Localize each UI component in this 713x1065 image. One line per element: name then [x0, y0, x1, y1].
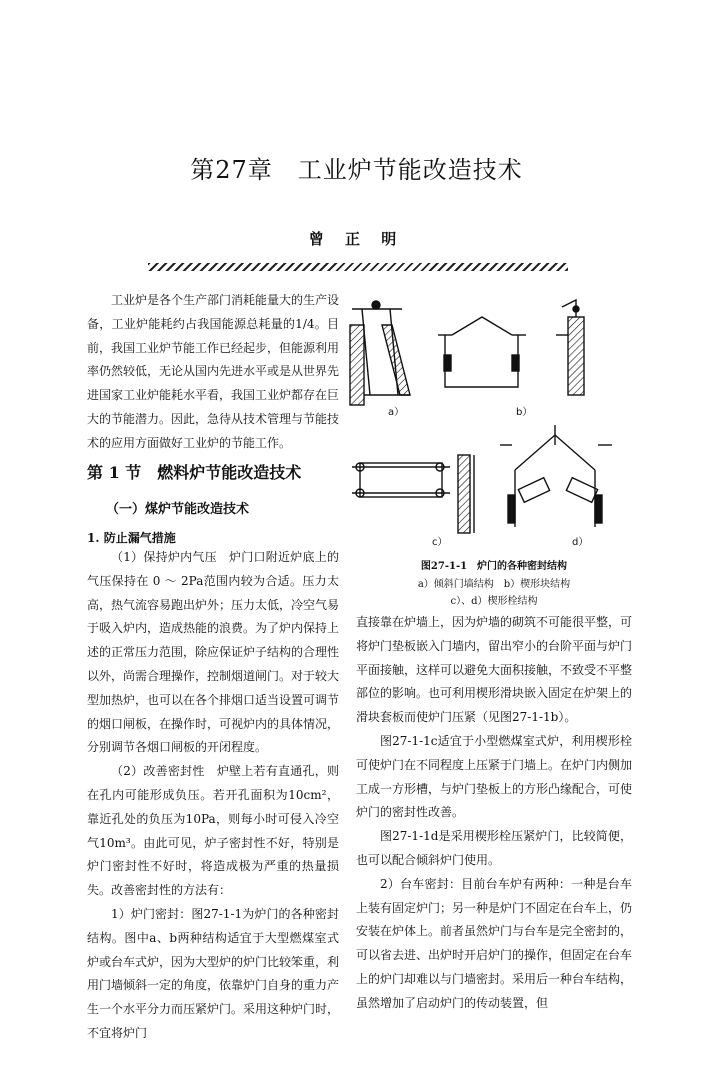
figure-drawing: [340, 295, 640, 557]
paragraph: 1）炉门密封：图27-1-1为炉门的各种密封结构。图中a、b两种结构适宜于大型燃煤室式炉或台车式炉，因为大型炉的炉门比较笨重，利用门墙倾斜一定的角度，依靠炉门自身的重力产生一个水平分力而压紧炉门。采用这种炉门时，不宜将炉门: [87, 906, 340, 1040]
figure-label-d: d）: [572, 537, 589, 548]
subsection-title: （一）煤炉节能改造技术: [106, 502, 250, 517]
figure-a-diagram: [350, 301, 410, 405]
paragraph: 2）台车密封：目前台车炉有两种：一种是台车上装有固定炉门；另一种是炉门不固定在台车上，仍安装在炉体上。前者虽然炉门与台车是完全密封的，可以省去进、出炉时开启炉门的操作，但固定在台车上的炉门却难以与门墙密封。采用后一种台车结构，虽然增加了启动炉门的传动装置，但: [356, 876, 633, 1010]
paragraph: 图27-1-1d是采用楔形栓压紧炉门，比较简便，也可以配合倾斜炉门使用。: [356, 829, 632, 867]
figure-caption-line2: a）倾斜门墙结构 b）楔形块结构: [417, 579, 571, 590]
figure-label-b: b）: [516, 407, 533, 418]
paragraph: （2）改善密封性 炉壁上若有直通孔，则在孔内可能形成负压。若开孔面积为10cm²，靠近孔处的负压为10Pa，则每小时可侵入冷空气10m³。由此可见，炉子密封性不好，特别是炉门密封性不好时，将造成极为严重的热量损失。改善密封性的方法有：: [87, 764, 339, 898]
figure-caption-line3: c）、d）楔形栓结构: [450, 596, 538, 607]
figure-d-diagram: [500, 425, 612, 527]
item-title: 1. 防止漏气措施: [87, 531, 176, 545]
author-name: 曾 正 明: [308, 230, 405, 248]
paragraph: （1）保持炉内气压 炉门口附近炉底上的气压保持在 0 ～ 2Pa范围内较为合适。压力太高，热气流容易跑出炉外；压力太低，冷空气易于吸入炉内，造成热能的浪费。为了炉内保持上述的正常压力范围，除应保证炉子结构的合理性以外，尚需合理操作，控制烟道闸门。对于较大型加热炉，也可以在各个排烟口适当设置可调节的烟口闸板，在操作时，可视炉内的具体情况，分别调节各烟口闸板的开闭程度。: [87, 550, 340, 755]
paragraph: 图27-1-1c适宜于小型燃煤室式炉，利用楔形栓可使炉门在不同程度上压紧于门墙上。在炉门内侧加工成一方形槽，与炉门垫板上的方形凸缘配合，可使炉门的密封性改善。: [356, 733, 633, 820]
left-body: [87, 546, 339, 1046]
chapter-title: 第27章 工业炉节能改造技术: [190, 156, 523, 184]
paragraph: 直接靠在炉墙上，因为炉墙的砌筑不可能很平整，可将炉门垫板嵌入门墙内，留出窄小的台阶平面与炉门平面接触，这样可以避免大面积接触，不致受不平整部位的影响。也可利用楔形滑块嵌入固定在炉架上的滑块套板而使炉门压紧（见图27-1-1b）。: [356, 615, 633, 725]
figure-label-c: c）: [432, 537, 448, 548]
decorative-rule: [148, 263, 568, 271]
figure-27-1-1: [340, 295, 640, 557]
intro-paragraph: 工业炉是各个生产部门消耗能量大的生产设备，工业炉能耗约占我国能源总耗量的1/4。目前，我国工业炉节能工作已经起步，但能源利用率仍然较低，无论从国内先进水平或是从世界先进国家工业炉能耗水平看，我国工业炉都存在巨大的节能潜力。因此，急待从技术管理与节能技术的应用方面做好工业炉的节能工作。: [87, 293, 340, 450]
section-title: 第 1 节 燃料炉节能改造技术: [87, 463, 302, 482]
figure-caption-title: 图27-1-1 炉门的各种密封结构: [420, 561, 568, 572]
figure-label-a: a）: [388, 407, 405, 418]
right-body: [356, 611, 632, 1016]
figure-b-diagram: [438, 300, 584, 395]
figure-c-diagram: [352, 455, 474, 533]
